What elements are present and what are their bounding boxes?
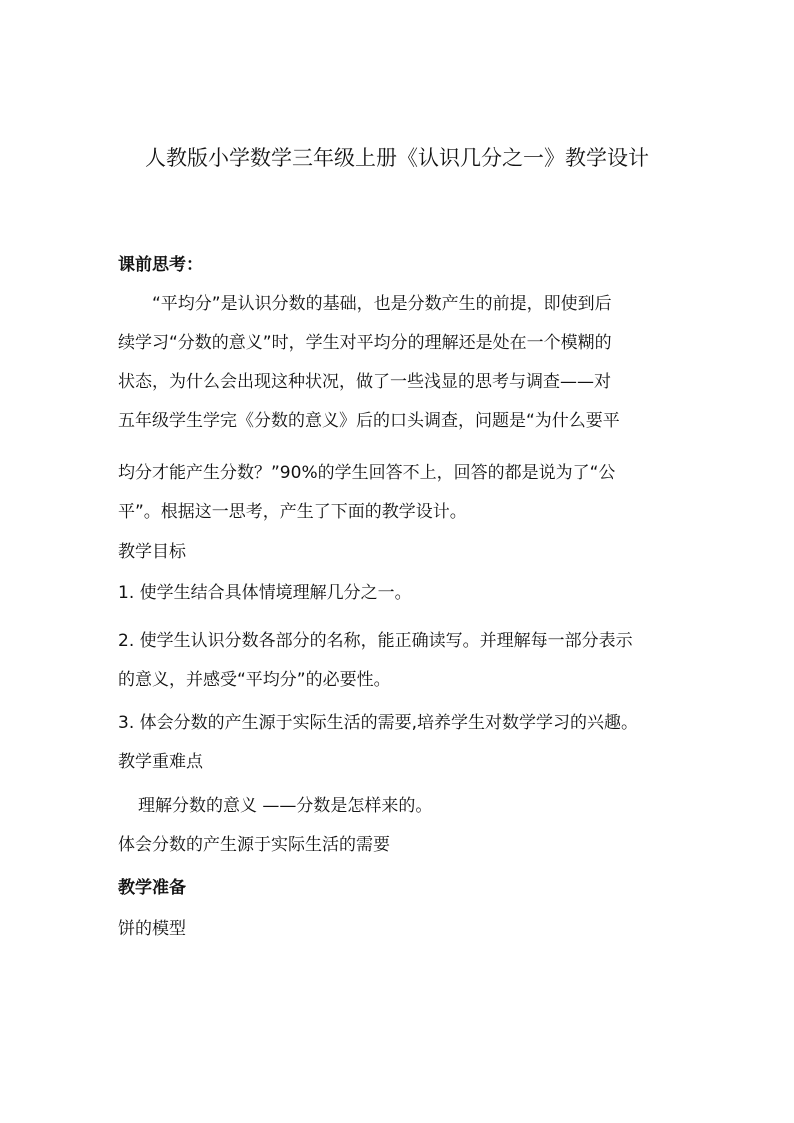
preparation-item: 饼的模型 — [118, 919, 186, 939]
pre-class-line-6: 平”。根据这一思考，产生了下面的教学设计。 — [118, 502, 467, 522]
pre-class-line-1: “平均分”是认识分数的基础，也是分数产生的前提，即使到后 — [152, 294, 612, 314]
key-points-heading: 教学重难点 — [118, 752, 203, 772]
objective-line-4: 3. 体会分数的产生源于实际生活的需要,培养学生对数学学习的兴趣。 — [118, 713, 639, 733]
pre-class-line-2: 续学习“分数的意义”时，学生对平均分的理解还是处在一个模糊的 — [118, 333, 612, 353]
objectives-heading: 教学目标 — [118, 542, 186, 562]
preparation-heading: 教学准备 — [118, 878, 186, 898]
pre-class-line-3: 状态，为什么会出现这种状况，做了一些浅显的思考与调查——对 — [118, 372, 611, 392]
objective-line-1: 1. 使学生结合具体情境理解几分之一。 — [118, 583, 412, 603]
key-point-line-2: 体会分数的产生源于实际生活的需要 — [118, 835, 390, 855]
pre-class-line-5: 均分才能产生分数？”90%的学生回答不上，回答的都是说为了“公 — [118, 463, 616, 483]
objective-line-3: 的意义，并感受“平均分”的必要性。 — [118, 670, 391, 690]
pre-class-heading: 课前思考： — [118, 255, 203, 275]
key-point-line-1: 理解分数的意义 ——分数是怎样来的。 — [138, 796, 433, 816]
pre-class-line-4: 五年级学生学完《分数的意义》后的口头调查，问题是“为什么要平 — [118, 411, 620, 431]
objective-line-2: 2. 使学生认识分数各部分的名称，能正确读写。并理解每一部分表示 — [118, 631, 633, 651]
document-title: 人教版小学数学三年级上册《认识几分之一》教学设计 — [145, 146, 649, 170]
